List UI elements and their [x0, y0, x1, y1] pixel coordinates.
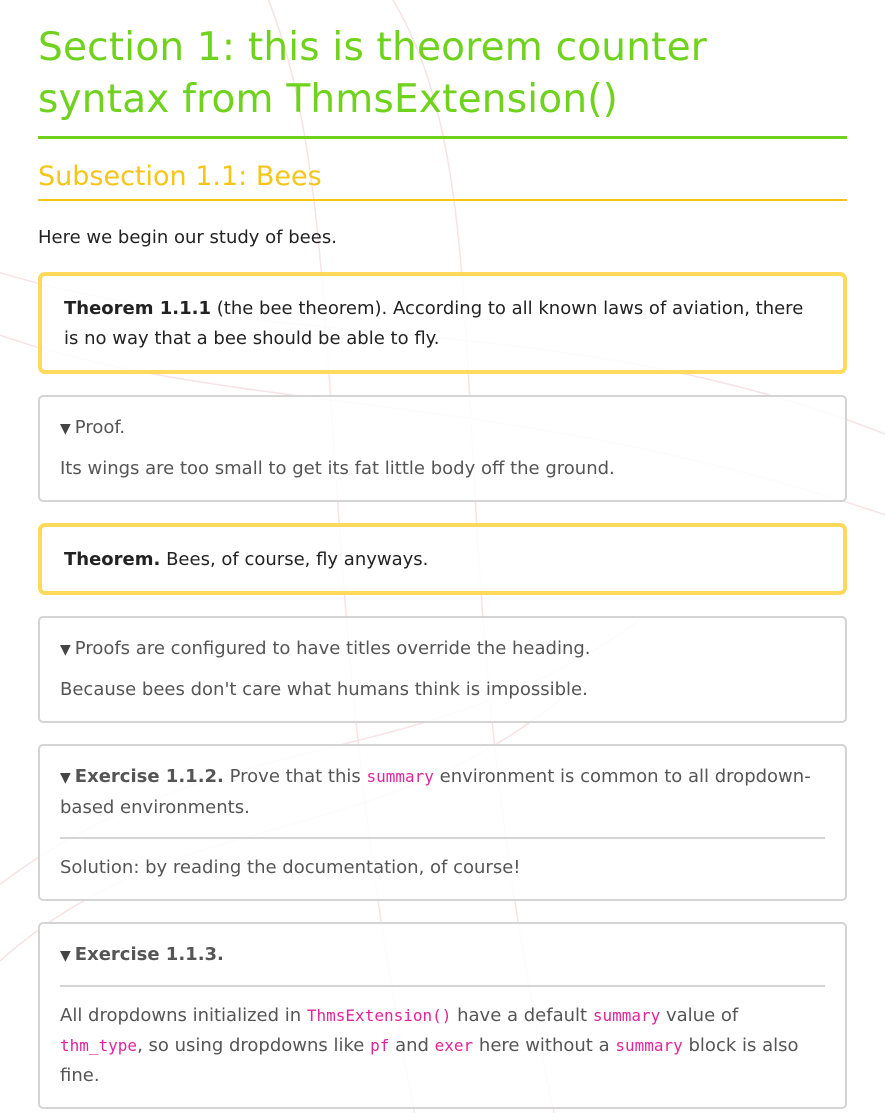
theorem-title: (the bee theorem). [211, 298, 388, 319]
inline-code: summary [592, 1006, 661, 1025]
theorem-label: Theorem. [64, 549, 161, 570]
proof-body: Its wings are too small to get its fat little body off the ground. [60, 458, 615, 479]
disclosure-triangle-icon: ▼ [60, 642, 71, 658]
inline-code: ThmsExtension() [306, 1006, 452, 1025]
intro-paragraph: Here we begin our study of bees. [38, 227, 337, 248]
section-heading: Section 1: this is theorem counter syntax from ThmsExtension() [38, 22, 847, 139]
proof-dropdown-2 [38, 616, 847, 723]
proof-summary-label: Proof. [74, 417, 126, 438]
exercise-text: and [389, 1035, 435, 1056]
divider [60, 985, 825, 987]
inline-code: thm_type [60, 1036, 138, 1055]
theorem-text: According to all known laws of aviation, there is no way that a bee should be able to fly. [64, 298, 804, 349]
disclosure-triangle-icon: ▼ [60, 770, 71, 786]
theorem-label: Theorem 1.1.1 [64, 298, 212, 319]
inline-code: summary [615, 1036, 683, 1055]
exercise-body [60, 1001, 825, 1091]
exercise-summary[interactable] [60, 762, 825, 823]
exercise-text: block is also fine. [60, 1035, 799, 1086]
exercise-text: environment is common to all dropdown-based environments. [60, 766, 811, 818]
proof-summary-label: Proofs are configured to have titles override the heading. [74, 638, 591, 659]
subsection-heading: Subsection 1.1: Bees [38, 159, 847, 201]
disclosure-triangle-icon: ▼ [60, 948, 71, 964]
proof-dropdown-1 [38, 395, 847, 502]
inline-code: summary [366, 767, 434, 786]
exercise-label: Exercise 1.1.3. [74, 944, 224, 965]
exercise-text: All dropdowns initialized in [60, 1005, 307, 1026]
proof-summary[interactable] [60, 634, 825, 665]
theorem-box-1 [38, 272, 847, 374]
theorem-box-2 [38, 523, 847, 595]
exercise-summary[interactable] [60, 940, 825, 971]
exercise-text: , so using dropdowns like [137, 1035, 371, 1056]
disclosure-triangle-icon: ▼ [60, 421, 71, 437]
exercise-text: have a default [451, 1005, 593, 1026]
divider [60, 837, 825, 839]
inline-code: exer [434, 1036, 474, 1055]
exercise-label: Exercise 1.1.2. [74, 766, 224, 787]
theorem-text: Bees, of course, fly anyways. [160, 549, 429, 570]
inline-code: pf [370, 1036, 390, 1055]
exercise-text: here without a [473, 1035, 616, 1056]
exercise-text: value of [660, 1005, 739, 1026]
exercise-dropdown-1 [38, 744, 847, 901]
exercise-solution: Solution: by reading the documentation, of course! [60, 857, 521, 878]
proof-body: Because bees don't care what humans think is impossible. [60, 679, 588, 700]
proof-summary[interactable] [60, 413, 825, 444]
exercise-text: Prove that this [223, 766, 367, 787]
exercise-dropdown-2 [38, 922, 847, 1109]
